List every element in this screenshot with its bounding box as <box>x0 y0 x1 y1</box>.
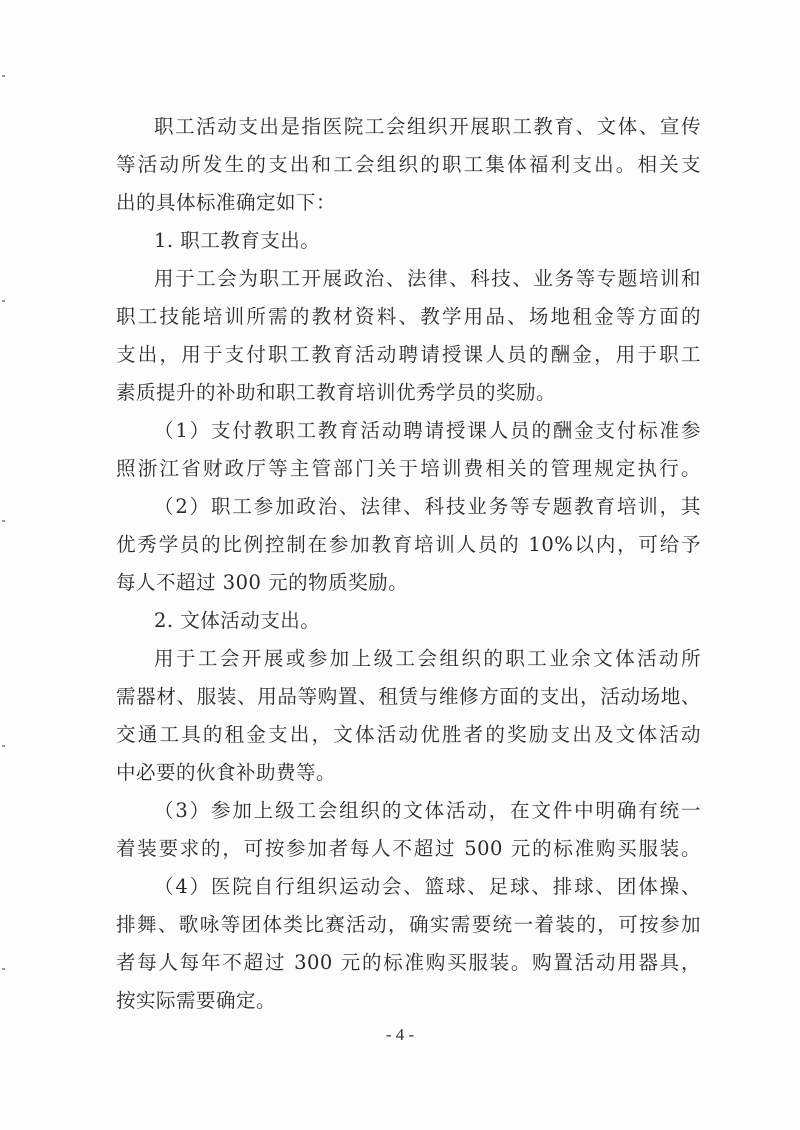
text-line: （2）职工参加政治、法律、科技业务等专题教育培训，其 <box>154 495 701 518</box>
section-heading: 2. 文体活动支出。 <box>154 609 321 632</box>
text-line: 出的具体标准确定如下： <box>116 191 337 214</box>
text-line: 等活动所发生的支出和工会组织的职工集体福利支出。相关支 <box>116 153 701 176</box>
text-line: 中必要的伙食补助费等。 <box>116 761 337 784</box>
text-line: 者每人每年不超过 300 元的标准购买服装。购置活动用器具， <box>116 951 701 974</box>
text-line: 着装要求的，可按参加者每人不超过 500 元的标准购买服装。 <box>116 837 701 860</box>
text-line: 按实际需要确定。 <box>116 989 277 1012</box>
section-heading: 1. 职工教育支出。 <box>154 229 321 252</box>
text-line: 职工技能培训所需的教材资料、教学用品、场地租金等方面的 <box>116 305 701 328</box>
text-line: （3）参加上级工会组织的文体活动，在文件中明确有统一 <box>154 799 701 822</box>
text-line: 需器材、服装、用品等购置、租赁与维修方面的支出，活动场地、 <box>116 685 701 708</box>
text-line: （1）支付教职工教育活动聘请授课人员的酬金支付标准参 <box>154 419 701 442</box>
scan-margin-mark <box>2 300 5 302</box>
scan-margin-mark <box>2 745 5 747</box>
text-line: 支出，用于支付职工教育活动聘请授课人员的酬金，用于职工 <box>116 343 701 366</box>
scan-margin-mark <box>2 75 5 77</box>
text-line: 排舞、歌咏等团体类比赛活动，确实需要统一着装的，可按参加 <box>116 913 701 936</box>
scan-margin-mark <box>2 968 5 970</box>
text-line: 职工活动支出是指医院工会组织开展职工教育、文体、宣传 <box>154 115 701 138</box>
text-line: 优秀学员的比例控制在参加教育培训人员的 10%以内，可给予 <box>116 533 701 556</box>
text-line: 用于工会开展或参加上级工会组织的职工业余文体活动所 <box>154 647 701 670</box>
scan-margin-mark <box>2 520 5 522</box>
text-line: （4）医院自行组织运动会、篮球、足球、排球、团体操、 <box>154 875 701 898</box>
text-line: 每人不超过 300 元的物质奖励。 <box>116 571 409 594</box>
text-line: 素质提升的补助和职工教育培训优秀学员的奖励。 <box>116 381 557 404</box>
text-line: 用于工会为职工开展政治、法律、科技、业务等专题培训和 <box>154 267 701 290</box>
page-number: - 4 - <box>385 1025 415 1044</box>
text-line: 交通工具的租金支出，文体活动优胜者的奖励支出及文体活动 <box>116 723 701 746</box>
text-line: 照浙江省财政厅等主管部门关于培训费相关的管理规定执行。 <box>116 457 701 480</box>
